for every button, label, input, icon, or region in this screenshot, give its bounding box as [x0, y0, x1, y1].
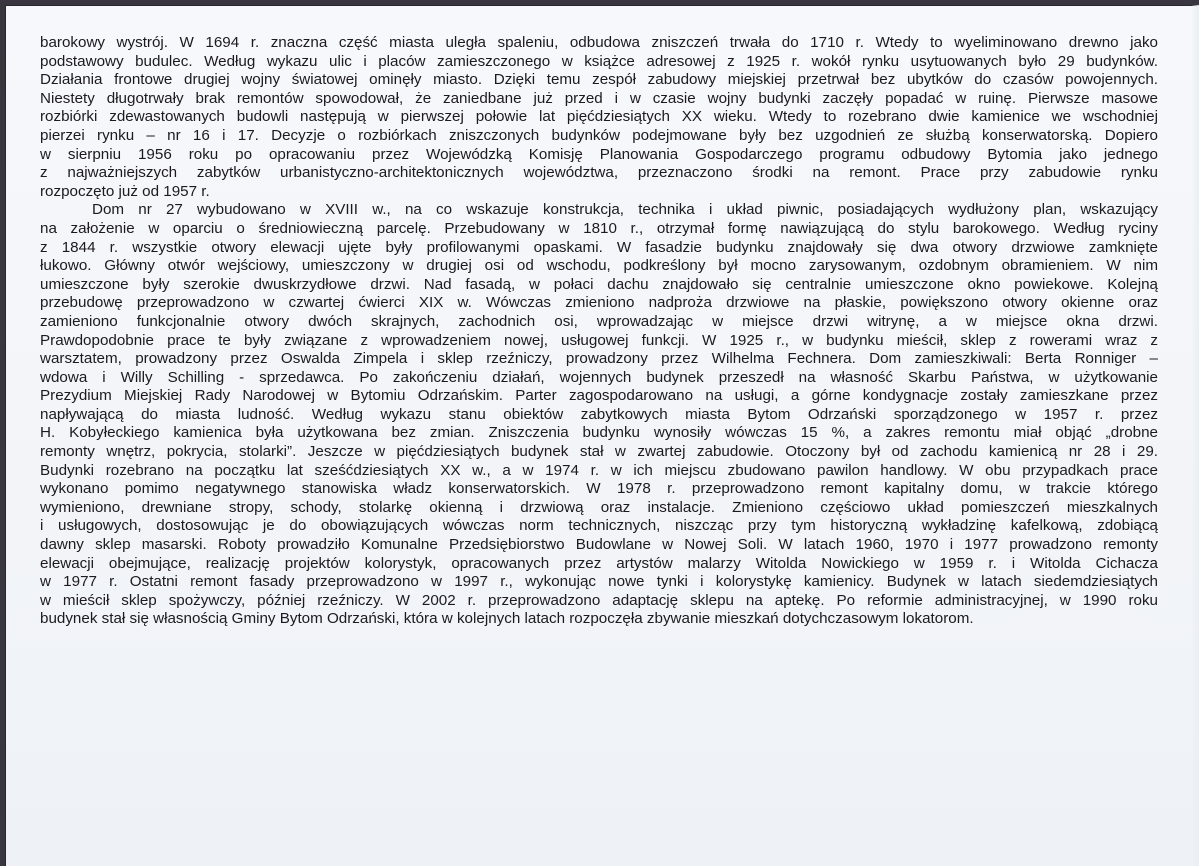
- text-line: pierzei rynku – nr 16 i 17. Decyzje o rozbiórkach zniszczonych budynków podejmowane były bez uzgodnień ze służbą konserwatorską. Dopiero: [40, 126, 1158, 144]
- text-line: z 1844 r. wszystkie otwory elewacji ujęte były profilowanymi opaskami. W fasadzie budynku znajdowały się dwa otwory drzwiowe zamknięte: [40, 238, 1158, 256]
- scanned-page: [5, 5, 1199, 866]
- text-line: w mieścił sklep spożywczy, później rzeźniczy. W 2002 r. przeprowadzono adaptację sklepu na aptekę. Po reformie administracyjnej, w 1990 roku: [40, 591, 1158, 609]
- text-line: warsztatem, prowadzony przez Oswalda Zimpela i sklep rzeźniczy, prowadzony przez Wilhelma Fechnera. Dom zamieszkiwali: Berta Ronniger –: [40, 350, 1158, 368]
- text-line: Prawdopodobnie prace te były związane z wprowadzeniem nowej, usługowej funkcji. W 1925 r., w budynku mieścił, sklep z rowerami wraz z: [40, 331, 1158, 349]
- text-line: napływającą do miasta ludność. Według wykazu stanu obiektów zabytkowych miasta Bytom Odrzański sporządzonego w 1957 r. przez: [40, 405, 1158, 423]
- text-line: rozbiórki zdewastowanych budowli następują w pierwszej połowie lat pięćdziesiątych XX wieku. Wtedy to rozebrano dwie kamienice we wschodniej: [40, 108, 1158, 126]
- text-line: Dom nr 27 wybudowano w XVIII w., na co wskazuje konstrukcja, technika i układ piwnic, posiadających wydłużony plan, wskazujący: [92, 201, 1158, 219]
- text-line: podstawowy budulec. Według wykazu ulic i placów zamieszczonego w książce adresowej z 1925 r. wokół rynku usytuowanych było 29 budynków.: [40, 52, 1158, 70]
- text-line: remonty wnętrz, pokrycia, stolarki”. Jeszcze w pięćdziesiątych budynek stał w zwartej zabudowie. Otoczony był od zachodu kamienicą nr 28 i 29.: [40, 443, 1158, 461]
- text-line: łukowo. Główny otwór wejściowy, umieszczony w drugiej osi od wschodu, podkreślony był mocno zarysowanym, ozdobnym obramieniem. W nim: [40, 257, 1158, 275]
- text-line: z najważniejszych zabytków urbanistyczno-architektonicznych województwa, przeznaczono środki na remont. Prace przy zabudowie rynku: [40, 164, 1158, 182]
- text-line: przebudowę przeprowadzono w czwartej ćwierci XIX w. Wówczas zmieniono nadproża drzwiowe na płaskie, powiększono otwory okienne oraz: [40, 294, 1158, 312]
- text-line: Niestety długotrwały brak remontów spowodował, że zaniedbane już przed i w czasie wojny budynki zaczęły popadać w ruinę. Pierwsze masowe: [40, 89, 1158, 107]
- text-line: Prezydium Miejskiej Rady Narodowej w Bytomiu Odrzańskim. Parter zagospodarowano na usługi, a górne kondygnacje zostały zamieszkane przez: [40, 387, 1158, 405]
- text-line: Działania frontowe drugiej wojny światowej ominęły miasto. Dzięki temu zespół zabudowy miejskiej przetrwał bez ubytków do czasów powojennych.: [40, 71, 1158, 89]
- text-line: Budynki rozebrano na początku lat sześćdziesiątych XX w., a w 1974 r. w ich miejscu zbudowano pawilon handlowy. W obu przypadkach prace: [40, 461, 1158, 479]
- text-line: budynek stał się własnością Gminy Bytom Odrzański, która w kolejnych latach rozpoczęła zbywanie mieszkań dotychczasowym lokatorom.: [40, 610, 974, 628]
- text-line: umieszczone były szerokie dwuskrzydłowe drzwi. Nad fasadą, w połaci dachu znajdowało się centralnie umieszczone okno powiekowe. Kolejną: [40, 275, 1158, 293]
- text-line: i usługowych, dostosowując je do obowiązujących wówczas norm technicznych, niszcząc przy tym historyczną wykładzinę kafelkową, zdobiącą: [40, 517, 1158, 535]
- text-line: zamieniono funkcjonalnie otwory dwóch skrajnych, zachodnich osi, wprowadzając w miejsce drzwi witrynę, a w miejsce okna drzwi.: [40, 312, 1158, 330]
- text-line: w 1977 r. Ostatni remont fasady przeprowadzono w 1997 r., wykonując nowe tynki i kolorystykę kamienicy. Budynek w latach siedemdziesiątych: [40, 573, 1158, 591]
- text-line: dawny sklep masarski. Roboty prowadziło Komunalne Przedsiębiorstwo Budowlane w Nowej Soli. W latach 1960, 1970 i 1977 prowadzono remonty: [40, 536, 1158, 554]
- text-line: w sierpniu 1956 roku po opracowaniu przez Wojewódzką Komisję Planowania Gospodarczego programu odbudowy Bytomia jako jednego: [40, 145, 1158, 163]
- text-line: wykonano pomimo negatywnego stanowiska władz konserwatorskich. W 1978 r. przeprowadzono remont kapitalny domu, w trakcie którego: [40, 480, 1158, 498]
- text-line: rozpoczęto już od 1957 r.: [40, 182, 210, 200]
- text-line: barokowy wystrój. W 1694 r. znaczna część miasta uległa spaleniu, odbudowa zniszczeń trwała do 1710 r. Wtedy to wyeliminowano drewno jako: [40, 34, 1158, 51]
- text-line: na założenie w oparciu o średniowieczną parcelę. Przebudowany w 1810 r., otrzymał formę nawiązującą do stylu barokowego. Według ryciny: [40, 219, 1158, 237]
- document-body: [40, 34, 1158, 629]
- text-line: wymieniono, drewniane stropy, schody, stolarkę okienną i drzwiową oraz instalacje. Zmieniono częściowo układ pomieszczeń mieszkalnych: [40, 498, 1158, 516]
- paragraph-2: [40, 201, 1158, 629]
- paragraph-1: [40, 34, 1158, 201]
- text-line: H. Kobyłeckiego kamienica była użytkowana bez zmian. Zniszczenia budynku wynosiły wówczas 15 %, a zakres remontu miał objąć „drobne: [40, 424, 1158, 442]
- text-line: elewacji obejmujące, realizację projektów kolorystyk, opracowanych przez artystów malarzy Witolda Nowickiego w 1959 r. i Witolda Cichacza: [40, 554, 1158, 572]
- text-line: wdowa i Willy Schilling - sprzedawca. Po zakończeniu działań, wojennych budynek przeszedł na własność Skarbu Państwa, w użytkowanie: [40, 368, 1158, 386]
